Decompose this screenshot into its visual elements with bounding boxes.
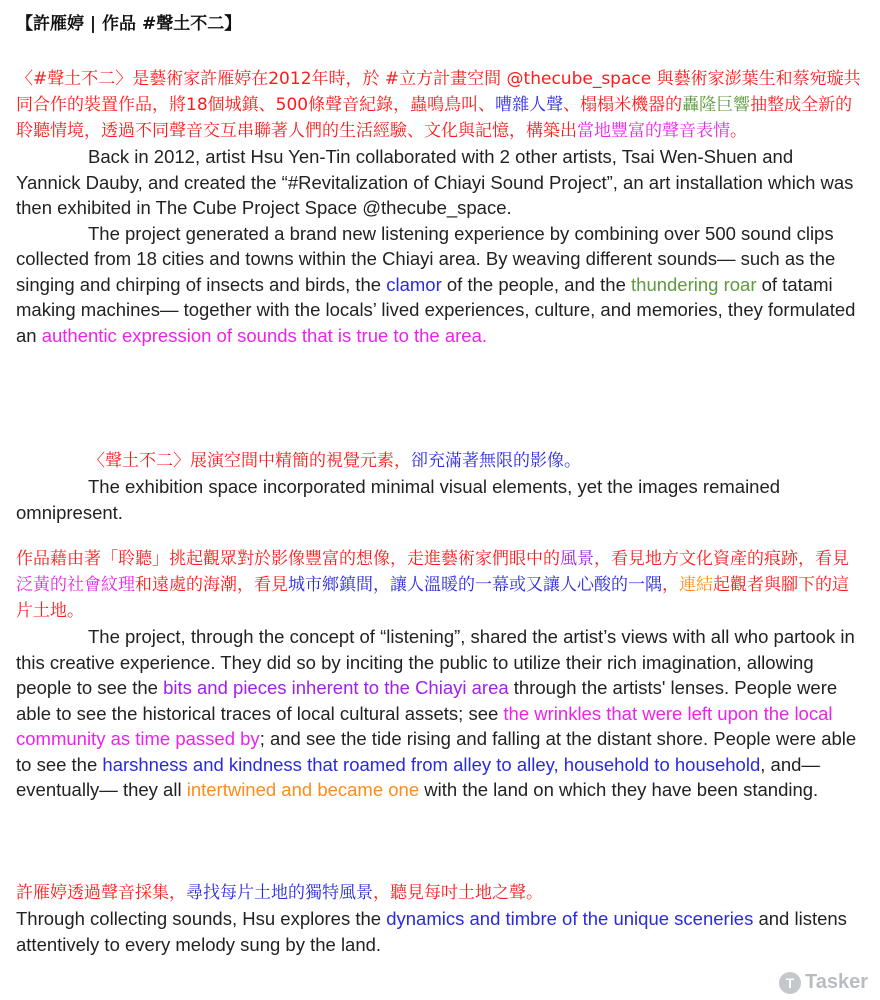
text-run: 和遠處的海潮，看見 bbox=[135, 575, 288, 595]
section-4 bbox=[16, 880, 862, 957]
text-run: thundering roar bbox=[631, 273, 757, 295]
text-run: ， bbox=[662, 575, 679, 595]
text-run: dynamics and timbre of the unique sceneries bbox=[386, 908, 754, 929]
section-2-en-p1: The exhibition space incorporated minimal visual elements, yet the images remained omnipresent. bbox=[16, 476, 781, 523]
text-run: clamor bbox=[386, 273, 442, 295]
text-run: 當地豐富的聲音表情 bbox=[577, 121, 730, 141]
text-run: 許雁婷透過聲音採集， bbox=[16, 883, 186, 903]
text-run: ，聽見每吋土地之聲。 bbox=[373, 883, 543, 903]
text-run: intertwined and became one bbox=[186, 779, 420, 800]
text-run: 城市鄉鎮間，讓人溫暖的一幕或又讓人心酸的一隅 bbox=[288, 575, 662, 595]
text-run: 尋找每片土地的獨特風景 bbox=[186, 883, 373, 903]
section-2 bbox=[16, 448, 862, 525]
text-run: bits and pieces inherent to the Chiayi area bbox=[163, 677, 509, 698]
text-run: through the artists' lenses. People were able to see the historical traces of local cultural assets; see bbox=[16, 677, 838, 724]
section-1-en-p2 bbox=[16, 221, 862, 349]
section-3 bbox=[16, 546, 862, 803]
text-run: harshness and kindness that roamed from alley to alley, household to household bbox=[102, 753, 761, 775]
text-run: 〈聲土不二〉展演空間中精簡的視覺元素， bbox=[88, 451, 411, 471]
text-run: the wrinkles that were left upon the local community as time passed by bbox=[16, 702, 833, 749]
text-run: 抽整成全新的聆聽情境，透過不同聲音交互串聯著人們的生活經驗、文化與記憶，構築出 bbox=[16, 95, 853, 141]
section-2-zh bbox=[16, 448, 862, 474]
text-run: 。 bbox=[730, 121, 747, 141]
tasker-watermark bbox=[779, 971, 868, 994]
text-run: 、榻榻米機器的 bbox=[563, 95, 683, 115]
text-run: The project, through the concept of “listening”, shared the artist’s views with all who partook in this creative experience. They did so by inciting the public to utilize their rich imagination, allowing people to see the bbox=[16, 626, 855, 698]
text-run: , and— eventually— they all bbox=[16, 753, 820, 800]
post-title: 【許雁婷 | 作品 #聲土不二】 bbox=[16, 14, 242, 34]
text-run: 泛黃的社會紋理 bbox=[16, 575, 135, 595]
text-run: authentic expression of sounds that is true to the area. bbox=[41, 324, 488, 346]
text-run: Through collecting sounds, Hsu explores the bbox=[16, 908, 387, 929]
text-run: 連結 bbox=[679, 575, 713, 595]
text-run: and listens attentively to every melody sung by the land. bbox=[16, 908, 847, 955]
section-3-zh bbox=[16, 546, 862, 624]
text-run: of tatami making machines— together with the locals’ lived experiences, culture, and memories, they formulated an bbox=[16, 273, 856, 346]
text-run: with the land on which they have been standing. bbox=[419, 779, 819, 800]
section-1-zh bbox=[16, 66, 862, 144]
text-run: 風景 bbox=[560, 549, 594, 569]
text-run: 卻充滿著無限的影像。 bbox=[411, 451, 581, 471]
text-run: 起觀者與腳下的這片土地。 bbox=[16, 575, 849, 621]
text-run: 嘈雜人聲 bbox=[495, 95, 564, 115]
section-3-en-p1 bbox=[16, 624, 862, 803]
text-run: The project generated a brand new listening experience by combining over 500 sound clips collected from 18 cities and towns within the Chiayi area. By weaving different sounds— such as the singing and chirping of insects and birds, the bbox=[16, 222, 836, 295]
section-4-en-p1 bbox=[16, 906, 862, 957]
text-run: of the people, and the bbox=[441, 273, 632, 295]
section-1-en-p1: Back in 2012, artist Hsu Yen-Tin collaborated with 2 other artists, Tsai Wen-Shuen and Yannick Dauby, and created the “#Revitalization of Chiayi Sound Project”, an art installation which was then exhibited in The Cube Project Space @thecube_space. bbox=[16, 146, 854, 218]
text-run: ，看見地方文化資產的痕跡，看見 bbox=[594, 549, 849, 569]
text-run: 轟隆巨響 bbox=[682, 95, 751, 115]
section-4-zh bbox=[16, 880, 862, 906]
watermark-text: Tasker bbox=[804, 971, 868, 993]
text-run: 〈#聲土不二〉是藝術家許雁婷在2012年時，於 #立方計畫空間 @thecube_space 與藝術家澎葉生和蔡宛璇共同合作的裝置作品，將18個城鎮、500條聲音紀錄，蟲鳴鳥叫、 bbox=[16, 69, 861, 115]
text-run: ; and see the tide rising and falling at the distant shore. People were able to see the bbox=[16, 728, 857, 775]
tasker-logo-icon: T bbox=[779, 972, 801, 994]
section-1 bbox=[16, 66, 862, 348]
text-run: 作品藉由著「聆聽」挑起觀眾對於影像豐富的想像，走進藝術家們眼中的 bbox=[16, 549, 560, 569]
